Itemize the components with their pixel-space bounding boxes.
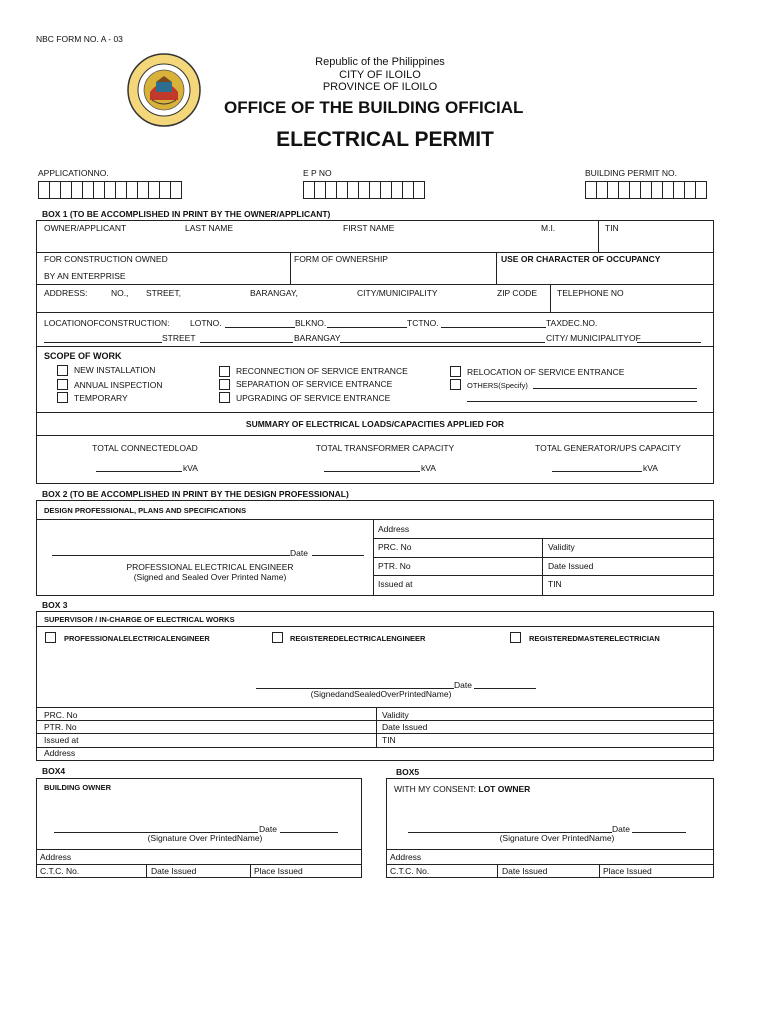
new-installation-label: NEW INSTALLATION	[74, 365, 156, 375]
others-line-2[interactable]	[467, 401, 697, 402]
box4-place-issued-label: Place Issued	[254, 866, 303, 876]
summary-title: SUMMARY OF ELECTRICAL LOADS/CAPACITIES APPLIED FOR	[245, 419, 505, 429]
use-occupancy-label: USE OR CHARACTER OF OCCUPANCY	[501, 254, 661, 264]
building-permit-no-cells[interactable]	[585, 181, 706, 199]
mi-label: M.I.	[541, 223, 556, 233]
box5-date-issued-label: Date Issued	[502, 866, 548, 876]
blk-no-line[interactable]	[327, 327, 407, 328]
barangay-label: BARANGAY	[294, 333, 341, 343]
ree-checkbox[interactable]	[272, 632, 283, 643]
transformer-kva-label: kVA	[421, 463, 436, 473]
box3-date-issued-label: Date Issued	[382, 722, 428, 732]
box4-date-label: Date	[259, 824, 277, 834]
tct-no-line[interactable]	[441, 327, 546, 328]
application-no-label: APPLICATIONNO.	[38, 168, 109, 178]
box2-prc-label: PRC. No	[378, 542, 412, 552]
box3-issued-at-label: Issued at	[44, 735, 79, 745]
reconnection-checkbox[interactable]	[219, 366, 230, 377]
address-barangay-label: BARANGAY,	[250, 288, 298, 298]
street-label: STREET	[162, 333, 196, 343]
total-connected-label: TOTAL CONNECTEDLOAD	[92, 443, 198, 453]
lot-no-label: LOTNO.	[190, 318, 222, 328]
connected-kva-label: kVA	[183, 463, 198, 473]
new-installation-checkbox[interactable]	[57, 365, 68, 376]
pee-signature-line[interactable]	[52, 555, 290, 556]
box4-subheading: BUILDING OWNER	[44, 783, 112, 792]
rme-option-label: REGISTEREDMASTERELECTRICIAN	[529, 634, 660, 643]
pee-checkbox[interactable]	[45, 632, 56, 643]
location-label: LOCATIONOFCONSTRUCTION:	[44, 318, 170, 328]
box5-consent-label: WITH MY CONSENT:	[394, 784, 479, 794]
pee-signed-label: (Signed and Sealed Over Printed Name)	[133, 572, 287, 582]
permit-title: ELECTRICAL PERMIT	[276, 128, 494, 151]
others-line-1[interactable]	[533, 388, 697, 389]
city-municipality-line[interactable]	[637, 342, 701, 343]
box2-validity-label: Validity	[548, 542, 575, 552]
office-title: OFFICE OF THE BUILDING OFFICIAL	[224, 98, 524, 117]
ep-no-label: E P NO	[303, 168, 332, 178]
box3-address-label: Address	[44, 748, 76, 758]
box5-consent-line	[394, 784, 530, 794]
box3-date-label: Date	[454, 680, 472, 690]
upgrading-label: UPGRADING OF SERVICE ENTRANCE	[236, 393, 391, 403]
box3-subheading: SUPERVISOR / IN-CHARGE OF ELECTRICAL WORKS	[44, 615, 235, 624]
pee-option-label: PROFESSIONALELECTRICALENGINEER	[64, 634, 210, 643]
form-of-ownership-label: FORM OF OWNERSHIP	[294, 254, 388, 264]
for-construction-label: FOR CONSTRUCTION OWNED	[44, 254, 168, 264]
total-generator-label: TOTAL GENERATOR/UPS CAPACITY	[535, 443, 681, 453]
tax-dec-label: TAXDEC.NO.	[546, 318, 598, 328]
box5-signature-label: (Signature Over PrintedName)	[499, 833, 615, 843]
box2-date-label: Date	[290, 548, 308, 558]
province-label: PROVINCE OF ILOILO	[322, 81, 438, 93]
tct-no-label: TCTNO.	[407, 318, 439, 328]
temporary-label: TEMPORARY	[74, 393, 128, 403]
temporary-checkbox[interactable]	[57, 392, 68, 403]
by-enterprise-label: BY AN ENTERPRISE	[44, 271, 126, 281]
zip-code-label: ZIP CODE	[497, 288, 537, 298]
city-seal-logo	[126, 52, 202, 128]
box2-issued-at-label: Issued at	[378, 579, 413, 589]
street-line[interactable]	[44, 342, 162, 343]
first-name-label: FIRST NAME	[343, 223, 395, 233]
city-municipality-of-label: CITY/ MUNICIPALITYOF	[546, 333, 641, 343]
relocation-label: RELOCATION OF SERVICE ENTRANCE	[467, 367, 625, 377]
generator-line[interactable]	[552, 471, 642, 472]
box2-tin-label: TIN	[548, 579, 562, 589]
total-transformer-label: TOTAL TRANSFORMER CAPACITY	[315, 443, 455, 453]
box3-heading: BOX 3	[42, 600, 68, 610]
reconnection-label: RECONNECTION OF SERVICE ENTRANCE	[236, 366, 408, 376]
box3-validity-label: Validity	[382, 710, 409, 720]
ree-option-label: REGISTEREDELECTRICALENGINEER	[290, 634, 426, 643]
generator-kva-label: kVA	[643, 463, 658, 473]
box4-signature-label: (Signature Over PrintedName)	[147, 833, 263, 843]
box2-address-label: Address	[378, 524, 410, 534]
box4-ctc-label: C.T.C. No.	[40, 866, 80, 876]
republic-label: Republic of the Philippines	[315, 56, 445, 68]
box5-place-issued-label: Place Issued	[603, 866, 652, 876]
box2-subheading: DESIGN PROFESSIONAL, PLANS AND SPECIFICATIONS	[44, 506, 247, 515]
address-street-label: STREET,	[146, 288, 181, 298]
box5-ctc-label: C.T.C. No.	[390, 866, 430, 876]
city-line[interactable]	[340, 342, 545, 343]
box4-date-issued-label: Date Issued	[151, 866, 197, 876]
box5-date-label: Date	[612, 824, 630, 834]
box1-heading: BOX 1 (TO BE ACCOMPLISHED IN PRINT BY THE OWNER/APPLICANT)	[42, 209, 331, 219]
tin-label: TIN	[605, 223, 619, 233]
box2-heading: BOX 2 (TO BE ACCOMPLISHED IN PRINT BY THE DESIGN PROFESSIONAL)	[42, 489, 349, 499]
barangay-line[interactable]	[200, 342, 293, 343]
separation-checkbox[interactable]	[219, 379, 230, 390]
address-no-label: NO.,	[111, 288, 129, 298]
others-label: OTHERS(Specify)	[467, 381, 528, 390]
upgrading-checkbox[interactable]	[219, 392, 230, 403]
box2-date-line[interactable]	[312, 555, 364, 556]
annual-inspection-checkbox[interactable]	[57, 379, 68, 390]
box3-prc-label: PRC. No	[44, 710, 78, 720]
annual-inspection-label: ANNUAL INSPECTION	[74, 380, 163, 390]
owner-applicant-label: OWNER/APPLICANT	[44, 223, 127, 233]
lot-no-line[interactable]	[225, 327, 295, 328]
box5-heading: BOX5	[396, 767, 420, 777]
form-number: NBC FORM NO. A - 03	[36, 34, 123, 44]
connected-load-line[interactable]	[96, 471, 182, 472]
ep-no-cells[interactable]	[303, 181, 424, 199]
last-name-label: LAST NAME	[185, 223, 234, 233]
relocation-checkbox[interactable]	[450, 366, 461, 377]
application-no-cells[interactable]	[38, 181, 181, 199]
telephone-label: TELEPHONE NO	[557, 288, 624, 298]
transformer-line[interactable]	[324, 471, 420, 472]
box3-ptr-label: PTR. No	[44, 722, 77, 732]
box2-date-issued-label: Date Issued	[548, 561, 594, 571]
building-permit-no-label: BUILDING PERMIT NO.	[585, 168, 677, 178]
box5-lot-owner-label: LOT OWNER	[478, 784, 531, 794]
box2-ptr-label: PTR. No	[378, 561, 411, 571]
box4-address-label: Address	[40, 852, 72, 862]
scope-title: SCOPE OF WORK	[44, 351, 122, 361]
others-checkbox[interactable]	[450, 379, 461, 390]
pee-label: PROFESSIONAL ELECTRICAL ENGINEER	[126, 562, 294, 572]
blk-no-label: BLKNO.	[295, 318, 327, 328]
box4-heading: BOX4	[42, 766, 66, 776]
city-label: CITY OF ILOILO	[339, 69, 421, 81]
box5-address-label: Address	[390, 852, 422, 862]
address-label: ADDRESS:	[44, 288, 88, 298]
rme-checkbox[interactable]	[510, 632, 521, 643]
address-city-label: CITY/MUNICIPALITY	[357, 288, 438, 298]
box3-tin-label: TIN	[382, 735, 396, 745]
box3-signed-label: (SignedandSealedOverPrintedName)	[310, 689, 452, 699]
box4-frame	[36, 778, 362, 878]
separation-label: SEPARATION OF SERVICE ENTRANCE	[236, 379, 393, 389]
